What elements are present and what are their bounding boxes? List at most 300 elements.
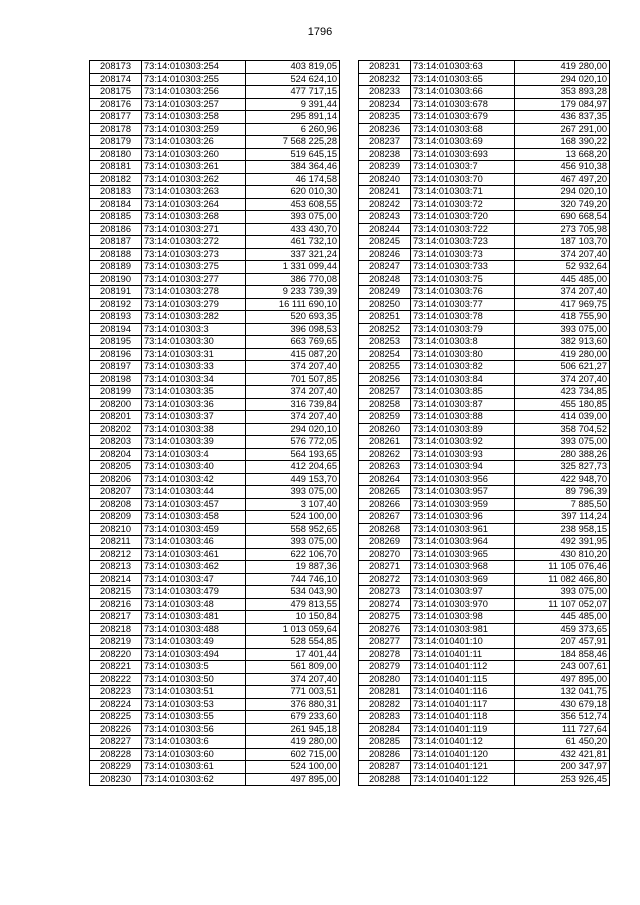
table-row (90, 461, 340, 474)
table-row (359, 486, 610, 499)
cadastral-value-cell: 273 705,98 (515, 223, 610, 236)
table-row (359, 236, 610, 249)
cadastral-value-cell: 455 180,85 (515, 398, 610, 411)
table-row (90, 273, 340, 286)
row-number-cell: 208224 (90, 698, 142, 711)
table-row (90, 86, 340, 99)
row-number-cell: 208188 (90, 248, 142, 261)
cadastral-number-cell: 73:14:010303:257 (142, 98, 246, 111)
table-row (90, 361, 340, 374)
table-row (90, 336, 340, 349)
cadastral-number-cell: 73:14:010303:733 (411, 261, 515, 274)
table-row (359, 211, 610, 224)
cadastral-number-cell: 73:14:010303:42 (142, 473, 246, 486)
cadastral-value-cell: 414 039,00 (515, 411, 610, 424)
table-row (359, 311, 610, 324)
table-row (90, 411, 340, 424)
table-row (359, 498, 610, 511)
cadastral-number-cell: 73:14:010303:254 (142, 61, 246, 74)
table-row (359, 73, 610, 86)
row-number-cell: 208244 (359, 223, 411, 236)
cadastral-number-cell: 73:14:010303:82 (411, 361, 515, 374)
row-number-cell: 208206 (90, 473, 142, 486)
cadastral-value-cell: 294 020,10 (515, 73, 610, 86)
row-number-cell: 208212 (90, 548, 142, 561)
cadastral-number-cell: 73:14:010303:53 (142, 698, 246, 711)
cadastral-value-cell: 320 749,20 (515, 198, 610, 211)
cadastral-value-cell: 238 958,15 (515, 523, 610, 536)
table-row (359, 261, 610, 274)
cadastral-number-cell: 73:14:010303:55 (142, 711, 246, 724)
cadastral-value-cell: 294 020,10 (246, 423, 340, 436)
table-row (90, 736, 340, 749)
row-number-cell: 208176 (90, 98, 142, 111)
table-row (359, 411, 610, 424)
row-number-cell: 208194 (90, 323, 142, 336)
cadastral-value-cell: 412 204,65 (246, 461, 340, 474)
table-row (90, 511, 340, 524)
cadastral-value-cell: 430 679,18 (515, 698, 610, 711)
cadastral-value-cell: 432 421,81 (515, 748, 610, 761)
table-row (90, 561, 340, 574)
cadastral-value-cell: 433 430,70 (246, 223, 340, 236)
row-number-cell: 208245 (359, 236, 411, 249)
cadastral-value-cell: 497 895,00 (246, 773, 340, 786)
row-number-cell: 208287 (359, 761, 411, 774)
cadastral-number-cell: 73:14:010303:263 (142, 186, 246, 199)
row-number-cell: 208282 (359, 698, 411, 711)
cadastral-number-cell: 73:14:010303:34 (142, 373, 246, 386)
cadastral-number-cell: 73:14:010303:89 (411, 423, 515, 436)
table-row (90, 98, 340, 111)
cadastral-value-cell: 46 174,58 (246, 173, 340, 186)
cadastral-number-cell: 73:14:010303:981 (411, 623, 515, 636)
table-row (90, 286, 340, 299)
row-number-cell: 208247 (359, 261, 411, 274)
cadastral-value-cell: 374 207,40 (246, 673, 340, 686)
cadastral-value-cell: 184 858,46 (515, 648, 610, 661)
row-number-cell: 208286 (359, 748, 411, 761)
cadastral-value-cell: 393 075,00 (246, 211, 340, 224)
table-row (359, 761, 610, 774)
cadastral-number-cell: 73:14:010401:121 (411, 761, 515, 774)
table-row (90, 636, 340, 649)
row-number-cell: 208271 (359, 561, 411, 574)
cadastral-value-cell: 374 207,40 (515, 373, 610, 386)
cadastral-number-cell: 73:14:010303:723 (411, 236, 515, 249)
row-number-cell: 208261 (359, 436, 411, 449)
cadastral-number-cell: 73:14:010303:70 (411, 173, 515, 186)
cadastral-value-cell: 384 364,46 (246, 161, 340, 174)
cadastral-number-cell: 73:14:010303:60 (142, 748, 246, 761)
cadastral-value-cell: 430 810,20 (515, 548, 610, 561)
cadastral-number-cell: 73:14:010303:66 (411, 86, 515, 99)
table-body-right (359, 61, 610, 786)
table-row (90, 248, 340, 261)
table-row (90, 623, 340, 636)
cadastral-number-cell: 73:14:010401:119 (411, 723, 515, 736)
cadastral-number-cell: 73:14:010303:51 (142, 686, 246, 699)
cadastral-number-cell: 73:14:010303:969 (411, 573, 515, 586)
row-number-cell: 208254 (359, 348, 411, 361)
row-number-cell: 208241 (359, 186, 411, 199)
cadastral-number-cell: 73:14:010303:72 (411, 198, 515, 211)
cadastral-number-cell: 73:14:010303:85 (411, 386, 515, 399)
cadastral-value-cell: 374 207,40 (246, 361, 340, 374)
table-row (359, 611, 610, 624)
row-number-cell: 208175 (90, 86, 142, 99)
table-row (90, 573, 340, 586)
cadastral-value-table-right (358, 60, 610, 786)
table-row (90, 123, 340, 136)
cadastral-value-cell: 701 507,85 (246, 373, 340, 386)
row-number-cell: 208191 (90, 286, 142, 299)
cadastral-value-cell: 382 913,60 (515, 336, 610, 349)
row-number-cell: 208260 (359, 423, 411, 436)
cadastral-value-cell: 374 207,40 (246, 386, 340, 399)
cadastral-value-cell: 561 809,00 (246, 661, 340, 674)
cadastral-value-cell: 374 207,40 (515, 248, 610, 261)
table-row (90, 61, 340, 74)
table-row (359, 136, 610, 149)
cadastral-number-cell: 73:14:010303:970 (411, 598, 515, 611)
cadastral-number-cell: 73:14:010303:678 (411, 98, 515, 111)
table-row (90, 161, 340, 174)
cadastral-number-cell: 73:14:010303:39 (142, 436, 246, 449)
row-number-cell: 208198 (90, 373, 142, 386)
row-number-cell: 208233 (359, 86, 411, 99)
cadastral-number-cell: 73:14:010303:722 (411, 223, 515, 236)
row-number-cell: 208179 (90, 136, 142, 149)
cadastral-value-cell: 456 910,38 (515, 161, 610, 174)
table-row (90, 748, 340, 761)
table-row (359, 723, 610, 736)
table-row (359, 123, 610, 136)
cadastral-number-cell: 73:14:010303:50 (142, 673, 246, 686)
table-row (359, 98, 610, 111)
cadastral-number-cell: 73:14:010303:279 (142, 298, 246, 311)
row-number-cell: 208279 (359, 661, 411, 674)
table-row (359, 173, 610, 186)
cadastral-value-cell: 423 734,85 (515, 386, 610, 399)
row-number-cell: 208210 (90, 523, 142, 536)
table-row (90, 598, 340, 611)
cadastral-value-cell: 168 390,22 (515, 136, 610, 149)
cadastral-number-cell: 73:14:010303:494 (142, 648, 246, 661)
cadastral-value-cell: 506 621,27 (515, 361, 610, 374)
table-row (359, 661, 610, 674)
cadastral-value-cell: 19 887,36 (246, 561, 340, 574)
row-number-cell: 208240 (359, 173, 411, 186)
cadastral-value-cell: 337 321,24 (246, 248, 340, 261)
cadastral-number-cell: 73:14:010303:459 (142, 523, 246, 536)
cadastral-value-cell: 11 105 076,46 (515, 561, 610, 574)
row-number-cell: 208268 (359, 523, 411, 536)
row-number-cell: 208226 (90, 723, 142, 736)
row-number-cell: 208222 (90, 673, 142, 686)
row-number-cell: 208256 (359, 373, 411, 386)
table-row (90, 148, 340, 161)
row-number-cell: 208181 (90, 161, 142, 174)
cadastral-number-cell: 73:14:010303:97 (411, 586, 515, 599)
cadastral-number-cell: 73:14:010303:49 (142, 636, 246, 649)
cadastral-value-cell: 445 485,00 (515, 611, 610, 624)
cadastral-value-cell: 9 391,44 (246, 98, 340, 111)
table-row (359, 298, 610, 311)
row-number-cell: 208182 (90, 173, 142, 186)
cadastral-value-cell: 690 668,54 (515, 211, 610, 224)
row-number-cell: 208242 (359, 198, 411, 211)
cadastral-number-cell: 73:14:010303:256 (142, 86, 246, 99)
table-row (90, 73, 340, 86)
row-number-cell: 208228 (90, 748, 142, 761)
table-row (90, 373, 340, 386)
cadastral-number-cell: 73:14:010303:62 (142, 773, 246, 786)
cadastral-value-cell: 316 739,84 (246, 398, 340, 411)
cadastral-value-cell: 524 624,10 (246, 73, 340, 86)
cadastral-value-cell: 393 075,00 (515, 586, 610, 599)
cadastral-value-cell: 436 837,35 (515, 111, 610, 124)
row-number-cell: 208220 (90, 648, 142, 661)
table-row (359, 648, 610, 661)
cadastral-number-cell: 73:14:010303:76 (411, 286, 515, 299)
cadastral-number-cell: 73:14:010303:63 (411, 61, 515, 74)
table-row (90, 723, 340, 736)
cadastral-number-cell: 73:14:010303:93 (411, 448, 515, 461)
cadastral-value-cell: 393 075,00 (246, 486, 340, 499)
cadastral-value-cell: 524 100,00 (246, 761, 340, 774)
row-number-cell: 208214 (90, 573, 142, 586)
row-number-cell: 208236 (359, 123, 411, 136)
cadastral-value-cell: 449 153,70 (246, 473, 340, 486)
table-row (90, 423, 340, 436)
table-row (359, 773, 610, 786)
cadastral-value-cell: 419 280,00 (515, 61, 610, 74)
cadastral-value-cell: 376 880,31 (246, 698, 340, 711)
table-row (359, 336, 610, 349)
row-number-cell: 208218 (90, 623, 142, 636)
table-row (90, 536, 340, 549)
cadastral-number-cell: 73:14:010303:92 (411, 436, 515, 449)
row-number-cell: 208229 (90, 761, 142, 774)
row-number-cell: 208207 (90, 486, 142, 499)
row-number-cell: 208208 (90, 498, 142, 511)
row-number-cell: 208264 (359, 473, 411, 486)
cadastral-number-cell: 73:14:010401:11 (411, 648, 515, 661)
table-row (359, 698, 610, 711)
table-row (359, 636, 610, 649)
cadastral-number-cell: 73:14:010303:8 (411, 336, 515, 349)
table-row (90, 198, 340, 211)
cadastral-value-cell: 325 827,73 (515, 461, 610, 474)
cadastral-number-cell: 73:14:010303:96 (411, 511, 515, 524)
cadastral-number-cell: 73:14:010303:44 (142, 486, 246, 499)
cadastral-number-cell: 73:14:010303:261 (142, 161, 246, 174)
table-row (90, 698, 340, 711)
cadastral-number-cell: 73:14:010401:120 (411, 748, 515, 761)
row-number-cell: 208248 (359, 273, 411, 286)
row-number-cell: 208230 (90, 773, 142, 786)
row-number-cell: 208263 (359, 461, 411, 474)
cadastral-number-cell: 73:14:010303:68 (411, 123, 515, 136)
row-number-cell: 208267 (359, 511, 411, 524)
cadastral-value-cell: 524 100,00 (246, 511, 340, 524)
table-row (359, 573, 610, 586)
table-row (90, 236, 340, 249)
cadastral-number-cell: 73:14:010303:73 (411, 248, 515, 261)
row-number-cell: 208270 (359, 548, 411, 561)
table-row (359, 361, 610, 374)
cadastral-number-cell: 73:14:010401:116 (411, 686, 515, 699)
row-number-cell: 208273 (359, 586, 411, 599)
cadastral-value-cell: 9 233 739,39 (246, 286, 340, 299)
cadastral-value-cell: 52 932,64 (515, 261, 610, 274)
row-number-cell: 208262 (359, 448, 411, 461)
cadastral-number-cell: 73:14:010401:10 (411, 636, 515, 649)
cadastral-value-cell: 418 755,90 (515, 311, 610, 324)
row-number-cell: 208232 (359, 73, 411, 86)
table-row (359, 61, 610, 74)
cadastral-value-cell: 620 010,30 (246, 186, 340, 199)
cadastral-value-cell: 11 107 052,07 (515, 598, 610, 611)
cadastral-number-cell: 73:14:010303:457 (142, 498, 246, 511)
cadastral-number-cell: 73:14:010303:35 (142, 386, 246, 399)
cadastral-value-table-left (89, 60, 340, 786)
cadastral-value-cell: 179 084,97 (515, 98, 610, 111)
table-row (90, 348, 340, 361)
table-row (90, 773, 340, 786)
row-number-cell: 208192 (90, 298, 142, 311)
cadastral-number-cell: 73:14:010303:277 (142, 273, 246, 286)
cadastral-value-cell: 602 715,00 (246, 748, 340, 761)
row-number-cell: 208272 (359, 573, 411, 586)
cadastral-number-cell: 73:14:010401:117 (411, 698, 515, 711)
cadastral-number-cell: 73:14:010303:260 (142, 148, 246, 161)
row-number-cell: 208223 (90, 686, 142, 699)
cadastral-value-cell: 13 668,20 (515, 148, 610, 161)
cadastral-value-cell: 356 512,74 (515, 711, 610, 724)
row-number-cell: 208201 (90, 411, 142, 424)
table-row (359, 186, 610, 199)
table-body-left (90, 61, 340, 786)
cadastral-number-cell: 73:14:010303:481 (142, 611, 246, 624)
table-row (359, 623, 610, 636)
cadastral-value-cell: 1 331 099,44 (246, 261, 340, 274)
row-number-cell: 208234 (359, 98, 411, 111)
row-number-cell: 208197 (90, 361, 142, 374)
cadastral-number-cell: 73:14:010303:79 (411, 323, 515, 336)
cadastral-value-cell: 10 150,84 (246, 611, 340, 624)
cadastral-number-cell: 73:14:010303:961 (411, 523, 515, 536)
cadastral-value-cell: 419 280,00 (515, 348, 610, 361)
cadastral-number-cell: 73:14:010303:6 (142, 736, 246, 749)
table-row (90, 211, 340, 224)
cadastral-value-cell: 6 260,96 (246, 123, 340, 136)
cadastral-number-cell: 73:14:010303:275 (142, 261, 246, 274)
cadastral-value-cell: 477 717,15 (246, 86, 340, 99)
cadastral-value-cell: 261 945,18 (246, 723, 340, 736)
table-row (90, 498, 340, 511)
cadastral-number-cell: 73:14:010303:956 (411, 473, 515, 486)
cadastral-number-cell: 73:14:010303:71 (411, 186, 515, 199)
cadastral-value-cell: 89 796,39 (515, 486, 610, 499)
table-row (359, 473, 610, 486)
row-number-cell: 208184 (90, 198, 142, 211)
cadastral-number-cell: 73:14:010303:48 (142, 598, 246, 611)
table-row (90, 448, 340, 461)
row-number-cell: 208217 (90, 611, 142, 624)
cadastral-value-cell: 479 813,55 (246, 598, 340, 611)
row-number-cell: 208258 (359, 398, 411, 411)
table-row (359, 161, 610, 174)
cadastral-number-cell: 73:14:010303:968 (411, 561, 515, 574)
cadastral-number-cell: 73:14:010303:458 (142, 511, 246, 524)
cadastral-value-cell: 7 885,50 (515, 498, 610, 511)
table-row (359, 223, 610, 236)
row-number-cell: 208284 (359, 723, 411, 736)
cadastral-number-cell: 73:14:010303:77 (411, 298, 515, 311)
row-number-cell: 208186 (90, 223, 142, 236)
row-number-cell: 208187 (90, 236, 142, 249)
table-row (359, 273, 610, 286)
table-row (90, 111, 340, 124)
table-row (359, 348, 610, 361)
cadastral-number-cell: 73:14:010401:118 (411, 711, 515, 724)
cadastral-value-cell: 3 107,40 (246, 498, 340, 511)
table-row (90, 173, 340, 186)
cadastral-number-cell: 73:14:010303:7 (411, 161, 515, 174)
table-row (90, 473, 340, 486)
table-row (359, 323, 610, 336)
cadastral-number-cell: 73:14:010303:36 (142, 398, 246, 411)
row-number-cell: 208178 (90, 123, 142, 136)
table-row (359, 248, 610, 261)
cadastral-value-cell: 397 114,24 (515, 511, 610, 524)
row-number-cell: 208199 (90, 386, 142, 399)
row-number-cell: 208221 (90, 661, 142, 674)
row-number-cell: 208180 (90, 148, 142, 161)
table-row (359, 398, 610, 411)
table-row (359, 111, 610, 124)
cadastral-value-cell: 17 401,44 (246, 648, 340, 661)
table-row (90, 298, 340, 311)
row-number-cell: 208237 (359, 136, 411, 149)
row-number-cell: 208252 (359, 323, 411, 336)
row-number-cell: 208213 (90, 561, 142, 574)
cadastral-number-cell: 73:14:010303:4 (142, 448, 246, 461)
cadastral-number-cell: 73:14:010303:255 (142, 73, 246, 86)
cadastral-number-cell: 73:14:010303:78 (411, 311, 515, 324)
row-number-cell: 208243 (359, 211, 411, 224)
cadastral-value-cell: 453 608,55 (246, 198, 340, 211)
table-row (359, 548, 610, 561)
table-row (90, 548, 340, 561)
cadastral-value-cell: 419 280,00 (246, 736, 340, 749)
cadastral-number-cell: 73:14:010303:271 (142, 223, 246, 236)
cadastral-value-cell: 528 554,85 (246, 636, 340, 649)
cadastral-number-cell: 73:14:010303:964 (411, 536, 515, 549)
cadastral-number-cell: 73:14:010303:46 (142, 536, 246, 549)
cadastral-number-cell: 73:14:010303:94 (411, 461, 515, 474)
cadastral-number-cell: 73:14:010303:264 (142, 198, 246, 211)
cadastral-number-cell: 73:14:010303:47 (142, 573, 246, 586)
cadastral-number-cell: 73:14:010303:268 (142, 211, 246, 224)
row-number-cell: 208215 (90, 586, 142, 599)
table-row (359, 198, 610, 211)
row-number-cell: 208203 (90, 436, 142, 449)
cadastral-number-cell: 73:14:010401:112 (411, 661, 515, 674)
table-row (90, 136, 340, 149)
